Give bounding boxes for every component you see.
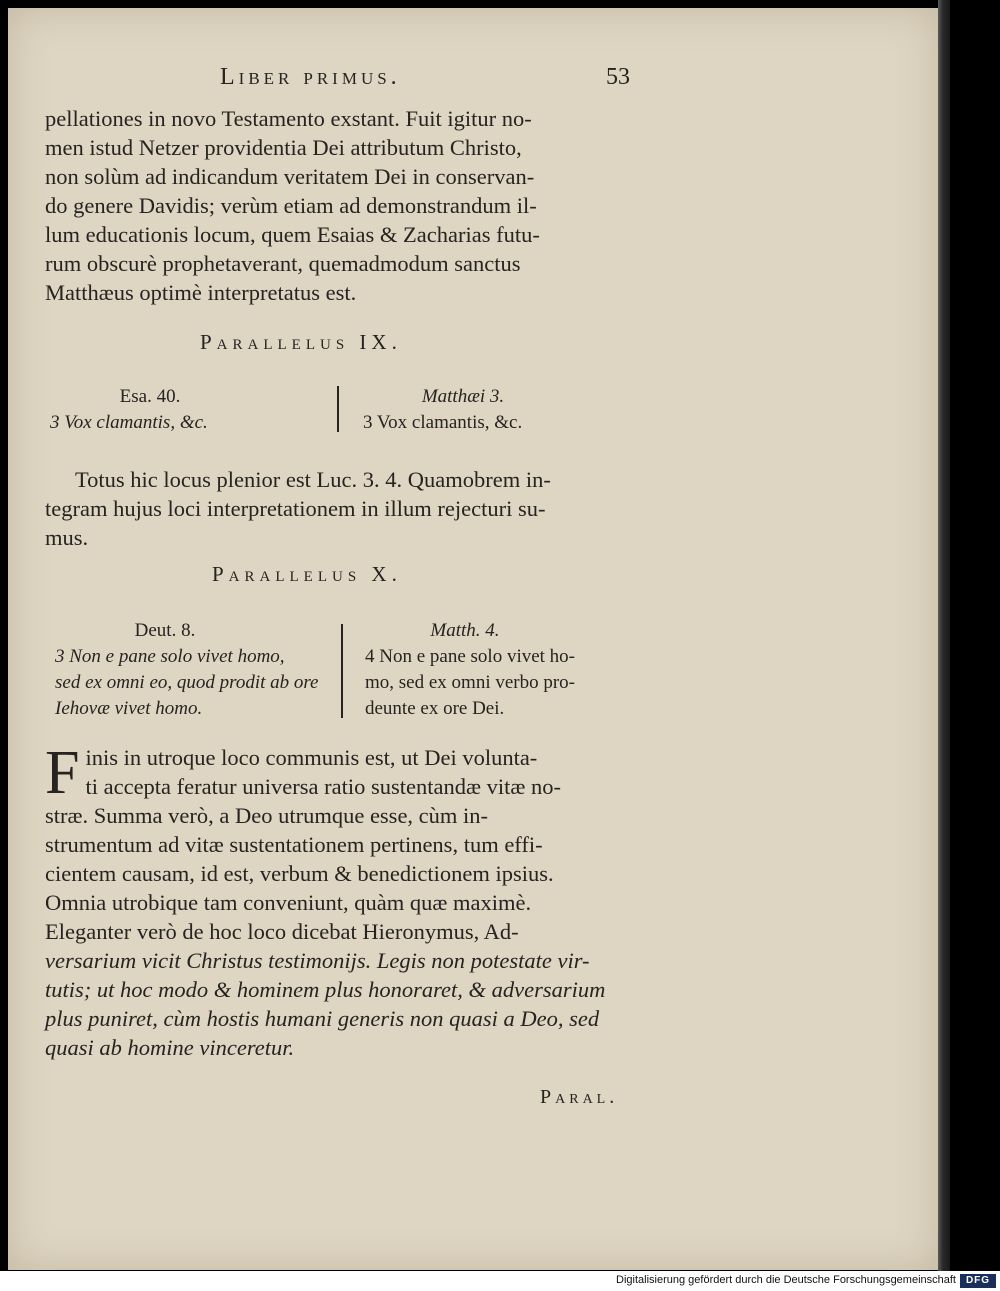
text-line: inis in utroque loco communis est, ut Dei volunta-	[85, 745, 538, 770]
paragraph-2	[45, 465, 635, 552]
catchword: Paral.	[540, 1086, 619, 1108]
text-line: pellationes in novo Testamento exstant. Fuit igitur no-	[45, 106, 532, 131]
text-line: lum educationis locum, quem Esaias & Zacharias futu-	[45, 222, 540, 247]
scripture-ref: Esa. 40.	[119, 386, 181, 407]
funding-credit: Digitalisierung gefördert durch die Deutsche Forschungsgemeinschaft	[616, 1274, 956, 1286]
parallel-9-columns	[45, 384, 645, 444]
column-divider	[341, 624, 343, 718]
paragraph-3	[45, 739, 635, 1062]
quote-line: tutis; ut hoc modo & hominem plus honoraret, & adversarium	[45, 977, 606, 1002]
quote-line: versarium vicit Christus testimonijs. Legis non potestate vir-	[45, 948, 590, 973]
scripture-text: mo, sed ex omni verbo pro-	[365, 672, 576, 693]
scripture-text: Iehovæ vivet homo.	[55, 698, 203, 719]
text-line: Matthæus optimè interpretatus est.	[45, 280, 357, 305]
text-line: non solùm ad indicandum veritatem Dei in conservan-	[45, 164, 535, 189]
page-number: 53	[606, 64, 630, 90]
text-line: strumentum ad vitæ sustentationem pertinens, tum effi-	[45, 832, 543, 857]
parallel-10-right	[365, 618, 640, 722]
section-heading-parallel-9: Parallelus IX.	[200, 330, 402, 354]
text-line: rum obscurè prophetaverant, quemadmodum sanctus	[45, 251, 521, 276]
text-line: tegram hujus loci interpretationem in illum rejecturi su-	[45, 496, 546, 521]
digitization-footer	[0, 1271, 1000, 1291]
section-heading-parallel-10: Parallelus X.	[212, 562, 402, 586]
parallel-9-right	[363, 384, 623, 436]
quote-line: plus puniret, cùm hostis humani generis non quasi a Deo, sed	[45, 1006, 600, 1031]
text-line: Eleganter verò de hoc loco dicebat Hieronymus, Ad-	[45, 919, 519, 944]
text-line: stræ. Summa verò, a Deo utrumque esse, cùm in-	[45, 803, 489, 828]
scripture-text: 4 Non e pane solo vivet ho-	[365, 646, 576, 667]
scripture-text: 3 Vox clamantis, &c.	[363, 412, 523, 433]
scripture-text: 3 Non e pane solo vivet homo,	[55, 646, 285, 667]
quote-line: quasi ab homine vinceretur.	[45, 1035, 295, 1060]
text-line: Totus hic locus plenior est Luc. 3. 4. Quamobrem in-	[75, 467, 551, 492]
parallel-10-columns	[45, 618, 645, 718]
drop-capital: F	[45, 739, 80, 807]
column-divider	[337, 386, 339, 432]
paragraph-1	[45, 104, 635, 307]
parallel-10-left	[55, 618, 340, 722]
text-line: Omnia utrobique tam conveniunt, quàm quæ maximè.	[45, 890, 532, 915]
dfg-logo: DFG	[960, 1274, 996, 1288]
scripture-text: 3 Vox clamantis, &c.	[50, 412, 208, 433]
text-line: men istud Netzer providentia Dei attributum Christo,	[45, 135, 522, 160]
text-line: ti accepta feratur universa ratio sustentandæ vitæ no-	[85, 774, 561, 799]
parallel-9-left	[50, 384, 330, 436]
scripture-ref: Matth. 4.	[430, 620, 500, 641]
scripture-ref: Matthæi 3.	[421, 386, 505, 407]
text-line: cientem causam, id est, verbum & benedictionem ipsius.	[45, 861, 554, 886]
scripture-text: sed ex omni eo, quod prodit ab ore	[55, 672, 319, 693]
page-edge	[938, 0, 950, 1271]
text-line: do genere Davidis; verùm etiam ad demonstrandum il-	[45, 193, 537, 218]
scripture-text: deunte ex ore Dei.	[365, 698, 505, 719]
running-head	[200, 60, 630, 100]
text-line: mus.	[45, 525, 89, 550]
running-head-title: Liber primus.	[220, 64, 401, 90]
scripture-ref: Deut. 8.	[134, 620, 196, 641]
